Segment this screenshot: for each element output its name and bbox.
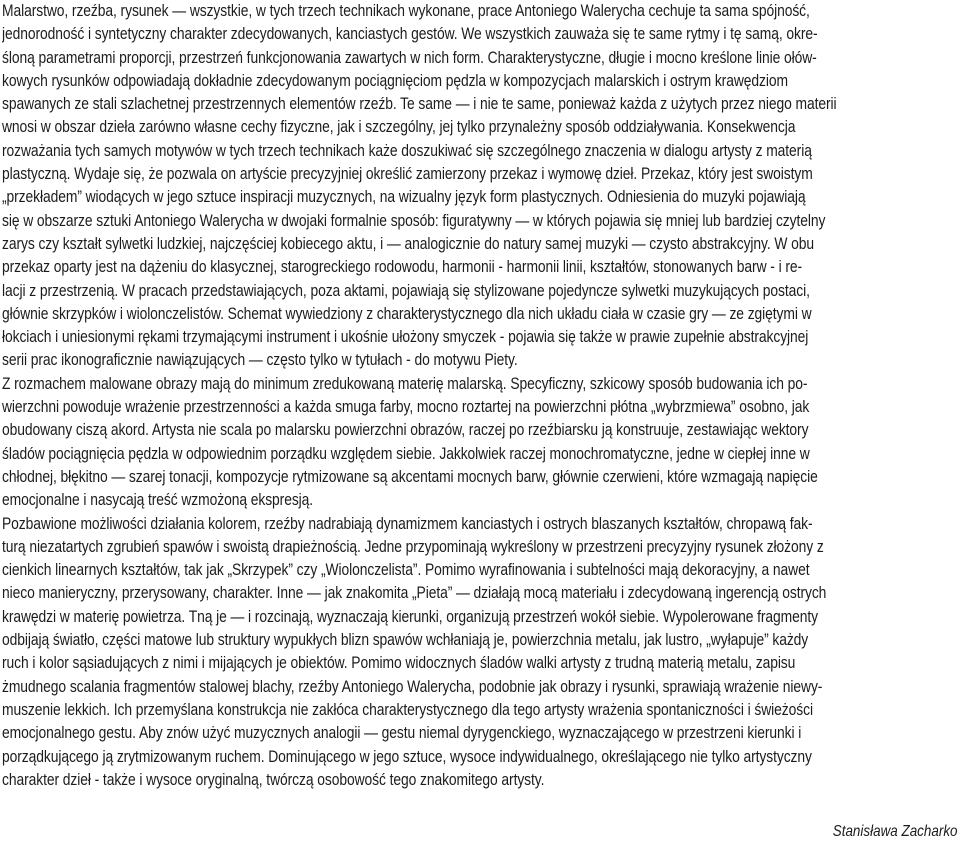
text-line: emocjonalne i nasycają treść wzmożoną ekspresją.	[2, 491, 314, 510]
text-line: turą niezatartych zgrubień spawów i swoistą drapieżnością. Jedne przypominają wykreślony w przestrzeni precyzyjny rysunek złożony z	[2, 537, 824, 556]
text-line: zarys czy kształt sylwetki ludzkiej, najczęściej kobiecego aktu, i — analogicznie do natury samej muzyki — czysto abstrakcyjny. W obu	[2, 234, 815, 253]
text-line: śladów pociągnięcia pędzla w odpowiednim porządku względem siebie. Jakkolwiek raczej monochromatyczne, jedne w ciepłej inne w	[2, 444, 810, 463]
text-line: serii prac ikonograficznie nawiązujących — często tylko w tytułach - do motywu Piety.	[2, 351, 518, 370]
text-line: spawanych ze stali szlachetnej przestrzennych elementów rzeźb. Te same — i nie te same, ponieważ każda z użytych przez niego materii	[2, 95, 837, 114]
text-line: jednorodność i syntetyczny charakter zdecydowanych, kanciastych gestów. We wszystkich zauważa się te same rytmy i tę samą, okre-	[2, 25, 818, 44]
text-line: wnosi w obszar dzieła zarówno własne cechy fizyczne, jak i szczególny, jej tylko przynależny sposób oddziaływania. Konsekwencja	[2, 118, 796, 137]
text-line: emocjonalnego gestu. Aby znów użyć muzycznych analogii — gestu niemal dyrygenckiego, wyznaczającego w przestrzeni kierunki i	[2, 724, 802, 743]
text-line: Malarstwo, rzeźba, rysunek — wszystkie, w tych trzech technikach wykonane, prace Antoniego Walerycha cechuje ta sama spójność,	[2, 2, 810, 20]
text-line: „przekładem” wiodących w jego sztuce inspiracji muzycznych, na wizualny język form plastycznych. Odniesienia do muzyki pojawiają	[2, 188, 806, 207]
essay-body	[2, 0, 958, 792]
text-line: porządkującego ją zrytmizowanym ruchem. Dominującego w jego sztuce, wysoce indywidualnego, określającego nie tylko artystyczny	[2, 747, 812, 766]
text-line: się w obszarze sztuki Antoniego Walerycha w dwojaki formalnie sposób: figuratywny — w których pojawia się mniej lub bardziej czytelny	[2, 211, 826, 230]
text-line: chłodnej, błękitno — szarej tonacji, kompozycje rytmizowane są akcentami mocnych barw, głównie czerwieni, które wzmagają napięcie	[2, 467, 818, 486]
text-line: Pozbawione możliwości działania kolorem, rzeźby nadrabiają dynamizmem kanciastych i ostrych blaszanych kształtów, chropawą fak-	[2, 514, 813, 533]
text-line: nieco manieryczny, przerysowany, charakter. Inne — jak znakomita „Pieta” — działają mocą materiału i zdecydowaną ingerencją ostrych	[2, 584, 827, 603]
text-line: cienkich linearnych kształtów, tak jak „Skrzypek” czy „Wiolonczelista”. Pomimo wyrafinowania i subtelności mają dekoracyjny, a nawet	[2, 561, 810, 580]
text-line: lacji z przestrzenią. W pracach przedstawiających, poza aktami, pojawiają się stylizowane pojedyncze sylwetki muzykujących postaci,	[2, 281, 810, 300]
text-line: wierzchni powoduje wrażenie przestrzenności a każda smuga farby, mocno roztartej na powierzchni płótna „wybrzmiewa” osobno, jak	[2, 398, 810, 417]
text-line: przekaz oparty jest na dążeniu do klasycznej, starogreckiego rodowodu, harmonii - harmonii linii, kształtów, stonowanych barw - i re-	[2, 258, 803, 277]
text-line: krawędzi w materię powietrza. Tną je — i rozcinają, wyznaczają kierunki, organizują przestrzeń wokół siebie. Wypolerowane fragmenty	[2, 607, 818, 626]
text-line: muszenie lekkich. Ich przemyślana konstrukcja nie zakłóca charakterystycznego dla tego artysty wrażenia spontaniczności i świeżości	[2, 700, 813, 719]
text-line: plastyczną. Wydaje się, że pozwala on artyście precyzyjniej określić zamierzony przekaz i wymowę dzieł. Przekaz, który jest swoistym	[2, 165, 813, 184]
text-line: Z rozmachem malowane obrazy mają do minimum zredukowaną materię malarską. Specyficzny, szkicowy sposób budowania ich po-	[2, 374, 808, 393]
text-line: śloną parametrami proporcji, przestrzeń funkcjonowania zawartych w nich form. Charakterystyczne, długie i mocno kreślone linie ołów-	[2, 48, 817, 67]
author-signature: Stanisława Zacharko	[833, 823, 958, 840]
text-line: głównie skrzypków i wiolonczelistów. Schemat wywiedziony z charakterystycznego dla nich układu ciała w czasie gry — ze zgiętymi w	[2, 304, 812, 323]
text-line: żmudnego scalania fragmentów stalowej blachy, rzeźby Antoniego Walerycha, podobnie jak obrazy i rysunki, sprawiają wrażenie niewy-	[2, 677, 823, 696]
text-line: ruch i kolor sąsiadujących z nimi i mijających je obiektów. Pomimo widocznych śladów walki artysty z trudną materią metalu, zapisu	[2, 654, 796, 673]
text-line: łokciach i uniesionymi rękami trzymającymi instrument i ukośnie ułożony smyczek - pojawia się także w prawie zupełnie abstrakcyjnej	[2, 328, 809, 347]
text-line: charakter dzieł - także i wysoce oryginalną, twórczą osobowość tego znakomitego artysty.	[2, 770, 545, 789]
text-line: obudowany ciszą akord. Artysta nie scala po malarsku powierzchni obrazów, raczej po rzeźbiarsku ją konstruuje, zestawiając wektory	[2, 421, 809, 440]
text-line: odbijają światło, części matowe lub struktury wypukłych blizn spawów wchłaniają je, powierzchnia metalu, jak lustro, „wyłapuje” każdy	[2, 631, 809, 650]
text-line: rozważania tych samych motywów w tych trzech technikach każe doszukiwać się szczególnego znaczenia w dialogu artysty z materią	[2, 141, 812, 160]
text-line: kowych rysunków odpowiadają dokładnie zdecydowanym pociągnięciom pędzla w kompozycjach malarskich i ostrym krawędziom	[2, 71, 788, 90]
